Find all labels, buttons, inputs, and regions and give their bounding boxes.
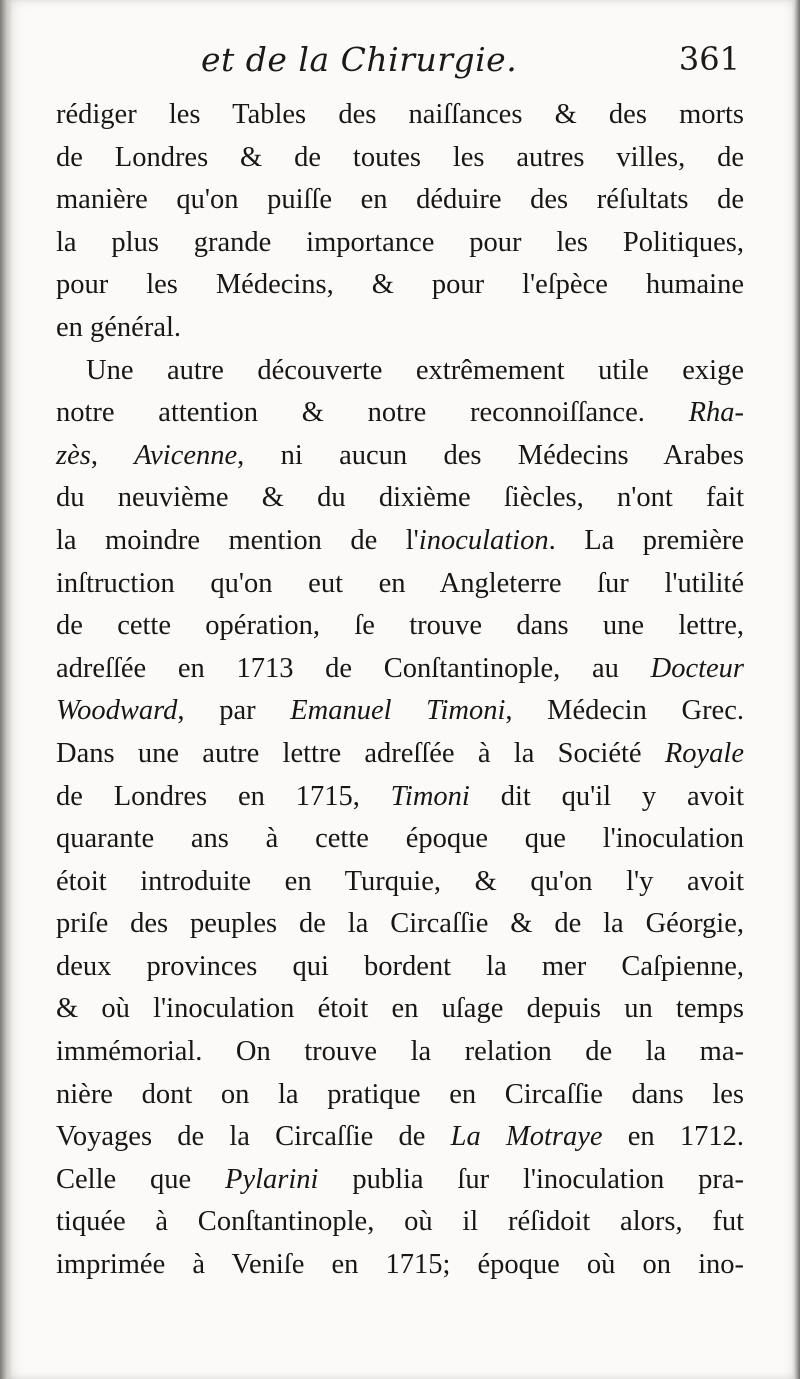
text-line: de Londres en 1715, Timoni dit qu'il y avoit bbox=[56, 780, 744, 812]
text-line: notre attention & notre reconnoiſſance. Rha- bbox=[56, 397, 744, 429]
text-line: en général. bbox=[56, 311, 182, 343]
text-line: & où l'inoculation étoit en uſage depuis un temps bbox=[56, 993, 744, 1025]
text-line: pour les Médecins, & pour l'eſpèce humaine bbox=[56, 269, 744, 301]
text-line: inſtruction qu'on eut en Angleterre ſur l'utilité bbox=[56, 567, 744, 599]
page-number: 361 bbox=[678, 40, 740, 78]
text-line: étoit introduite en Turquie, & qu'on l'y avoit bbox=[56, 865, 744, 897]
text-line: imprimée à Veniſe en 1715; époque où on ino- bbox=[56, 1249, 744, 1281]
page-edge-shadow bbox=[792, 0, 800, 1379]
text-line: Woodward, par Emanuel Timoni, Médecin Grec. bbox=[56, 695, 744, 727]
text-line: la plus grande importance pour les Politiques, bbox=[56, 226, 744, 258]
text-line: adreſſée en 1713 de Conſtantinople, au Docteur bbox=[56, 652, 744, 684]
paragraph-first-line: Une autre découverte extrêmement utile exige bbox=[86, 354, 744, 386]
text-line: quarante ans à cette époque que l'inoculation bbox=[56, 823, 744, 855]
text-line: Voyages de la Circaſſie de La Motraye en 1712. bbox=[56, 1121, 744, 1153]
body-text bbox=[56, 94, 744, 1287]
text-line: de Londres & de toutes les autres villes, de bbox=[56, 141, 744, 173]
text-line: manière qu'on puiſſe en déduire des réſultats de bbox=[56, 184, 744, 216]
text-line: de cette opération, ſe trouve dans une lettre, bbox=[56, 610, 744, 642]
text-line: nière dont on la pratique en Circaſſie dans les bbox=[56, 1078, 744, 1110]
page-header bbox=[56, 40, 740, 90]
text-line: tiquée à Conſtantinople, où il réſidoit alors, fut bbox=[56, 1206, 744, 1238]
text-line: du neuvième & du dixième ſiècles, n'ont fait bbox=[56, 482, 744, 514]
text-line: deux provinces qui bordent la mer Caſpienne, bbox=[56, 950, 744, 982]
text-line: la moindre mention de l'inoculation. La première bbox=[56, 524, 744, 556]
page-gutter-shadow bbox=[0, 0, 12, 1379]
text-line: Celle que Pylarini publia ſur l'inoculation pra- bbox=[56, 1163, 744, 1195]
text-line: immémorial. On trouve la relation de la ma- bbox=[56, 1036, 744, 1068]
text-line: Dans une autre lettre adreſſée à la Société Royale bbox=[56, 737, 744, 769]
running-head: et de la Chirurgie. bbox=[201, 40, 518, 79]
text-line: zès, Avicenne, ni aucun des Médecins Arabes bbox=[56, 439, 745, 471]
text-line: priſe des peuples de la Circaſſie & de la Géorgie, bbox=[56, 908, 744, 940]
text-line: rédiger les Tables des naiſſances & des morts bbox=[56, 99, 744, 130]
